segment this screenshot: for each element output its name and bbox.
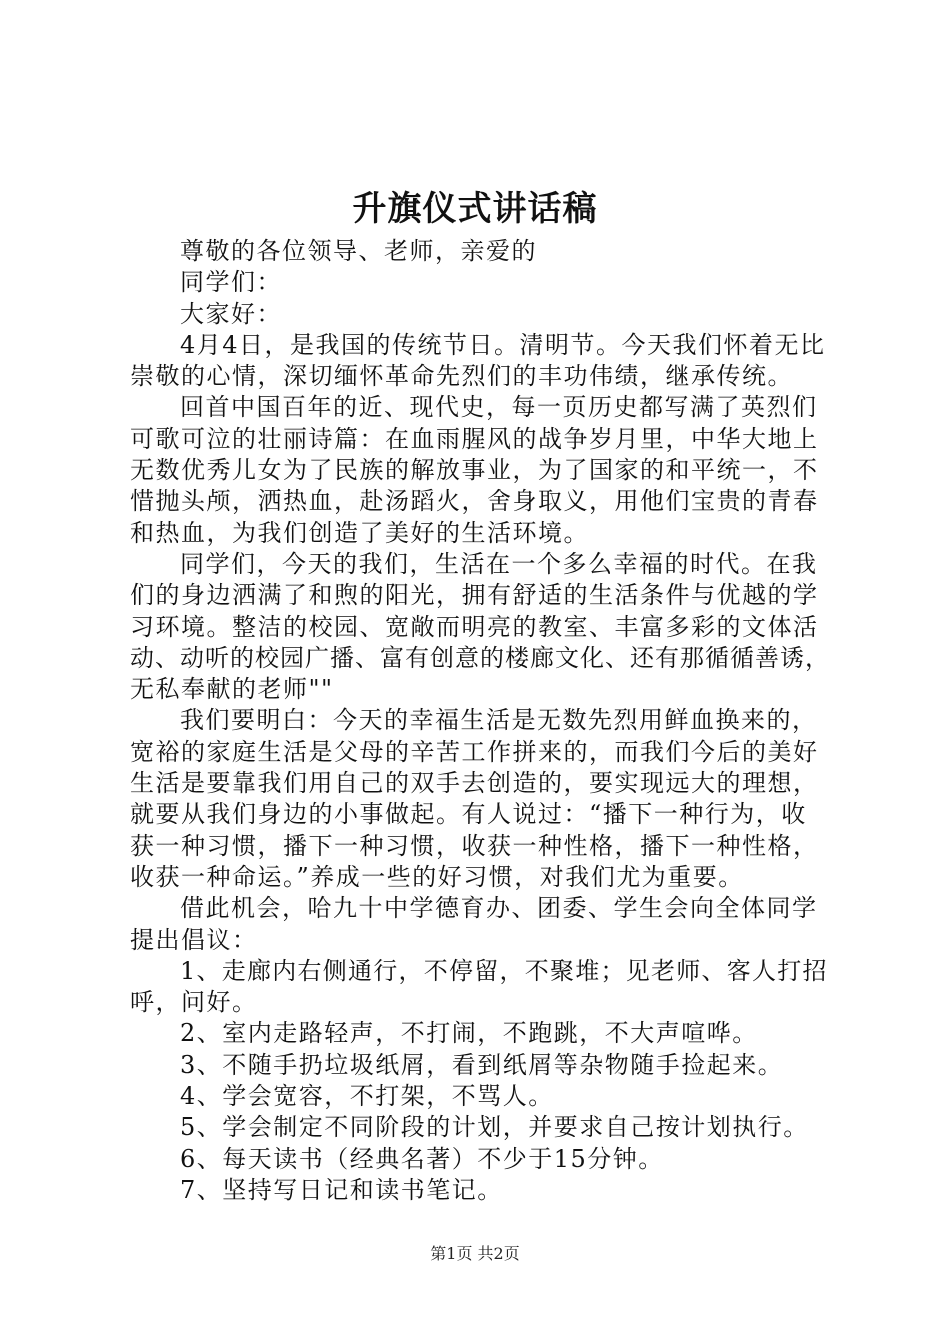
text-line: 尊敬的各位领导、老师，亲爱的 (180, 237, 537, 265)
text-line: 7、坚持写日记和读书笔记。 (180, 1175, 503, 1204)
text-line: 获一种习惯，播下一种习惯，收获一种性格，播下一种性格， (130, 831, 819, 860)
document-body (130, 236, 830, 1206)
text-line: 崇敬的心情，深切缅怀革命先烈们的丰功伟绩，继承传统。 (130, 362, 793, 391)
text-line: 和热血，为我们创造了美好的生活环境。 (130, 518, 589, 547)
text-line: 呼，问好。 (130, 988, 258, 1017)
text-line: 回首中国百年的近、现代史，每一页历史都写满了英烈们 (180, 393, 818, 422)
text-line: 4、学会宽容，不打架，不骂人。 (180, 1082, 554, 1111)
page-title: 升旗仪式讲话稿 (352, 189, 598, 229)
text-line: 动、动听的校园广播、富有创意的楼廊文化、还有那循循善诱， (130, 643, 830, 672)
text-line: 收获一种命运。”养成一些的好习惯，对我们尤为重要。 (130, 862, 744, 891)
text-line: 习环境。整洁的校园、宽敞而明亮的教室、丰富多彩的文体活 (130, 612, 819, 641)
text-line: 提出倡议： (130, 925, 258, 954)
text-line: 3、不随手扔垃圾纸屑，看到纸屑等杂物随手捡起来。 (180, 1050, 784, 1079)
text-line: 我们要明白：今天的幸福生活是无数先烈用鲜血换来的， (180, 706, 818, 735)
text-line: 惜抛头颅，洒热血，赴汤蹈火，舍身取义，用他们宝贵的青春 (130, 487, 819, 516)
text-line: 就要从我们身边的小事做起。有人说过：“播下一种行为，收 (130, 800, 807, 829)
page-footer: 第1页 共2页 (430, 1244, 520, 1263)
text-line: 宽裕的家庭生活是父母的辛苦工作拼来的，而我们今后的美好 (130, 737, 819, 766)
text-line: 同学们： (180, 268, 282, 297)
text-line: 5、学会制定不同阶段的计划，并要求自己按计划执行。 (180, 1113, 809, 1142)
text-line: 2、室内走路轻声，不打闹，不跑跳，不大声喧哗。 (180, 1019, 758, 1048)
text-line: 4月4日，是我国的传统节日。清明节。今天我们怀着无比 (180, 330, 826, 359)
text-line: 6、每天读书（经典名著）不少于15分钟。 (180, 1144, 664, 1173)
text-line: 可歌可泣的壮丽诗篇：在血雨腥风的战争岁月里，中华大地上 (130, 424, 819, 453)
text-line: 无私奉献的老师"" (130, 675, 334, 704)
text-line: 们的身边洒满了和煦的阳光，拥有舒适的生活条件与优越的学 (130, 581, 819, 610)
text-line: 无数优秀儿女为了民族的解放事业，为了国家的和平统一，不 (130, 456, 819, 485)
text-line: 生活是要靠我们用自己的双手去创造的，要实现远大的理想， (130, 769, 819, 798)
text-line: 1、走廊内右侧通行，不停留，不聚堆；见老师、客人打招 (180, 956, 828, 985)
text-line: 大家好： (180, 299, 282, 328)
text-line: 借此机会，哈九十中学德育办、团委、学生会向全体同学 (180, 894, 818, 923)
text-line: 同学们，今天的我们，生活在一个多么幸福的时代。在我 (180, 549, 818, 578)
